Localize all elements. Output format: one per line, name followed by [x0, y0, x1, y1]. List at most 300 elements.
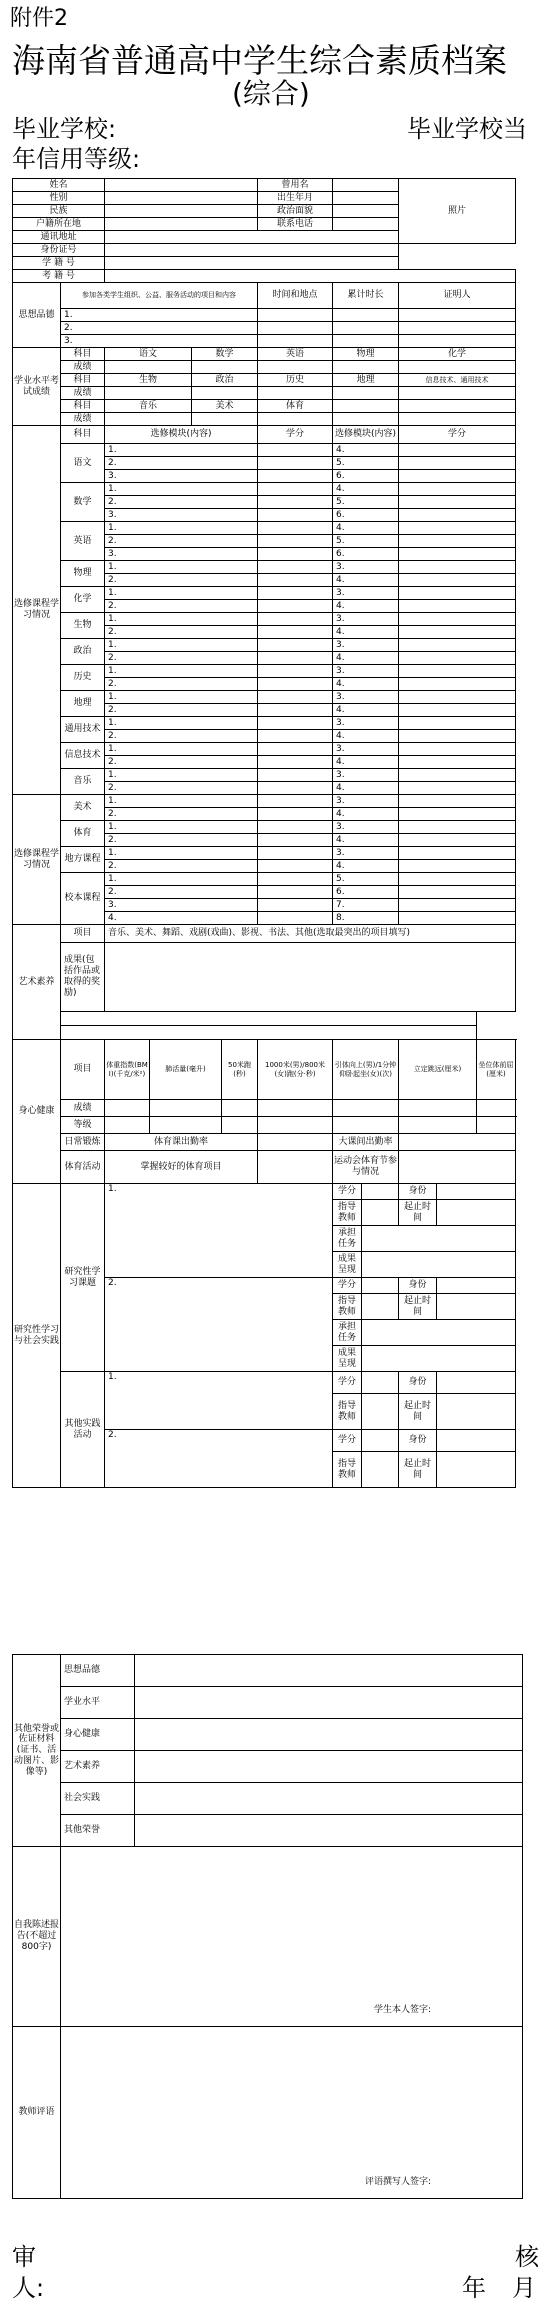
moral-cell[interactable]	[399, 335, 516, 348]
elective-module[interactable]: 1.	[105, 665, 258, 678]
elective-credit[interactable]	[258, 444, 333, 457]
elective-credit[interactable]	[258, 483, 333, 496]
footer-person-left: 人:	[12, 2274, 45, 2302]
research-period-label: 起止时间	[399, 1200, 437, 1226]
elective-module[interactable]: 6.	[333, 886, 399, 899]
elective-credit[interactable]	[258, 912, 333, 925]
elective-credit[interactable]	[258, 665, 333, 678]
elective-credit[interactable]	[258, 743, 333, 756]
research-credit-label: 学分	[333, 1278, 362, 1294]
elective-credit[interactable]	[258, 704, 333, 717]
address-field[interactable]	[105, 231, 399, 244]
birth-field[interactable]	[333, 192, 399, 205]
research-task-field[interactable]	[362, 1226, 516, 1252]
elective-credit[interactable]	[399, 678, 516, 691]
school-right-label: 毕业学校当	[407, 115, 527, 143]
health-break-field[interactable]	[399, 1134, 516, 1151]
elective-subject: 数学	[61, 483, 105, 522]
elective-credit[interactable]	[399, 535, 516, 548]
academic-score[interactable]	[333, 361, 399, 374]
elective-credit[interactable]	[258, 678, 333, 691]
elective-module[interactable]: 4.	[333, 834, 399, 847]
research-teacher-field[interactable]	[362, 1452, 399, 1488]
elective-credit[interactable]	[399, 756, 516, 769]
academic-score-label: 成绩	[61, 413, 105, 426]
research-teacher-field[interactable]	[362, 1200, 399, 1226]
elective-module[interactable]: 2.	[105, 496, 258, 509]
academic-score[interactable]	[258, 387, 333, 400]
elective-credit[interactable]	[399, 509, 516, 522]
academic-subject: 音乐	[105, 400, 192, 413]
health-cell[interactable]	[222, 1100, 258, 1117]
academic-subject: 体育	[258, 400, 333, 413]
research-credit-field[interactable]	[362, 1430, 399, 1452]
research-teacher-field[interactable]	[362, 1394, 399, 1430]
elective-credit[interactable]	[399, 717, 516, 730]
elective-credit[interactable]	[258, 899, 333, 912]
elective-module[interactable]: 1.	[105, 587, 258, 600]
elective-module[interactable]: 3.	[333, 587, 399, 600]
health-mastered-label: 掌握较好的体育项目	[105, 1151, 258, 1184]
moral-cell[interactable]	[258, 322, 333, 335]
elective-module[interactable]: 3.	[333, 691, 399, 704]
elective-credit[interactable]	[258, 847, 333, 860]
elective-module[interactable]: 1.	[105, 561, 258, 574]
elective-module[interactable]: 3.	[333, 613, 399, 626]
elective-module[interactable]: 4.	[333, 756, 399, 769]
elective-credit[interactable]	[399, 522, 516, 535]
health-mastered-field[interactable]	[258, 1151, 333, 1184]
elective-module[interactable]: 2.	[105, 626, 258, 639]
academic-score[interactable]	[192, 413, 258, 426]
honors-field[interactable]	[135, 1783, 523, 1815]
research-identity-field[interactable]	[437, 1278, 516, 1294]
elective-module[interactable]: 2.	[105, 535, 258, 548]
research-teacher-label: 指导教师	[333, 1394, 362, 1430]
elective-credit[interactable]	[399, 691, 516, 704]
elective-module[interactable]: 2.	[105, 600, 258, 613]
elective-credit[interactable]	[399, 561, 516, 574]
credit-label: 年信用等级:	[12, 145, 141, 173]
elective-module[interactable]: 3.	[105, 470, 258, 483]
academic-subject: 数学	[192, 348, 258, 361]
elective-credit[interactable]	[399, 600, 516, 613]
health-attendance-label: 体育课出勤率	[105, 1134, 258, 1151]
research-identity-field[interactable]	[437, 1430, 516, 1452]
elective-module[interactable]: 3.	[333, 743, 399, 756]
moral-cell[interactable]	[333, 322, 399, 335]
elective-module[interactable]: 1.	[105, 444, 258, 457]
elective-credit[interactable]	[258, 782, 333, 795]
elective-module[interactable]: 4.	[333, 483, 399, 496]
exam-no-field[interactable]	[105, 270, 516, 283]
research-period-field[interactable]	[437, 1200, 516, 1226]
elective-module[interactable]: 6.	[333, 470, 399, 483]
elective-credit[interactable]	[399, 847, 516, 860]
political-label: 政治面貌	[258, 205, 333, 218]
research-item[interactable]: 1.	[105, 1372, 333, 1430]
research-period-label: 起止时间	[399, 1294, 437, 1320]
elective-credit[interactable]	[258, 730, 333, 743]
elective-subject: 化学	[61, 587, 105, 613]
academic-score[interactable]	[399, 413, 516, 426]
elective-module[interactable]: 4.	[333, 678, 399, 691]
exam-no-label: 考 籍 号	[13, 270, 105, 283]
elective-module[interactable]: 2.	[105, 886, 258, 899]
elective-module[interactable]: 4.	[105, 912, 258, 925]
elective-credit[interactable]	[399, 626, 516, 639]
elective-credit[interactable]	[258, 548, 333, 561]
academic-score[interactable]	[399, 387, 516, 400]
student-no-field[interactable]	[105, 257, 399, 270]
research-teacher-label: 指导教师	[333, 1452, 362, 1488]
elective-credit[interactable]	[399, 613, 516, 626]
research-period-field[interactable]	[437, 1394, 516, 1430]
health-cell[interactable]	[150, 1100, 222, 1117]
elective-subject: 美术	[61, 795, 105, 821]
moral-cell[interactable]	[333, 309, 399, 322]
elective-credit[interactable]	[258, 860, 333, 873]
research-period-field[interactable]	[437, 1452, 516, 1488]
academic-score[interactable]	[105, 361, 192, 374]
phone-field[interactable]	[333, 218, 399, 231]
elective-module[interactable]: 2.	[105, 730, 258, 743]
research-identity-field[interactable]	[437, 1372, 516, 1394]
elective-credit[interactable]	[399, 483, 516, 496]
research-credit-label: 学分	[333, 1430, 362, 1452]
elective-module[interactable]: 1.	[105, 483, 258, 496]
elective-credit[interactable]	[258, 587, 333, 600]
research-section-label: 研究性学习与社会实践	[13, 1184, 61, 1488]
moral-witness: 证明人	[399, 283, 516, 309]
academic-score[interactable]	[399, 361, 516, 374]
elective-credit[interactable]	[258, 626, 333, 639]
elective-module[interactable]: 3.	[333, 717, 399, 730]
gender-label: 性别	[13, 192, 105, 205]
elective-module[interactable]: 5.	[333, 496, 399, 509]
moral-row[interactable]: 2.	[61, 322, 258, 335]
elective-module[interactable]: 4.	[333, 444, 399, 457]
elective-credit[interactable]	[258, 613, 333, 626]
elective-module[interactable]: 4.	[333, 626, 399, 639]
elective-credit[interactable]	[399, 912, 516, 925]
elective-credit[interactable]	[258, 821, 333, 834]
page-title: 海南省普通高中学生综合素质档案	[12, 41, 507, 80]
health-cell[interactable]	[399, 1117, 477, 1134]
research-identity-field[interactable]	[437, 1184, 516, 1200]
art-item-desc: 音乐、美术、舞蹈、戏剧(戏曲)、影视、书法、其他(选取最突出的项目填写)	[105, 925, 516, 943]
elective-credit[interactable]	[258, 574, 333, 587]
honors-field[interactable]	[135, 1815, 523, 1847]
health-cell[interactable]	[105, 1117, 150, 1134]
honors-item: 身心健康	[61, 1719, 135, 1751]
elective-module[interactable]: 3.	[333, 847, 399, 860]
elective-credit[interactable]	[258, 652, 333, 665]
health-cell[interactable]	[477, 1100, 516, 1117]
elective-module[interactable]: 2.	[105, 574, 258, 587]
elective-module[interactable]: 4.	[333, 600, 399, 613]
honors-table	[12, 1654, 523, 2199]
photo-box[interactable]: 照片	[399, 179, 516, 244]
honors-field[interactable]	[135, 1719, 523, 1751]
elective-credit[interactable]	[258, 691, 333, 704]
elective-module[interactable]: 4.	[333, 782, 399, 795]
elective-credit[interactable]	[399, 470, 516, 483]
academic-subject	[399, 400, 516, 413]
elective-credit[interactable]	[399, 639, 516, 652]
elective-module[interactable]: 8.	[333, 912, 399, 925]
elective-credit[interactable]	[399, 496, 516, 509]
health-meet-field[interactable]	[399, 1151, 516, 1184]
health-cell[interactable]	[333, 1100, 399, 1117]
elective-module[interactable]: 1.	[105, 717, 258, 730]
id-field[interactable]	[105, 244, 399, 257]
academic-section-label: 学业水平考试成绩	[13, 348, 61, 426]
elective-credit[interactable]	[399, 886, 516, 899]
health-item: 体重指数(BMI)(千克/米²)	[105, 1040, 150, 1100]
elective-module[interactable]: 1.	[105, 522, 258, 535]
academic-score[interactable]	[333, 387, 399, 400]
elective-module[interactable]: 1.	[105, 795, 258, 808]
elective-credit[interactable]	[399, 444, 516, 457]
academic-score[interactable]	[258, 361, 333, 374]
elective-module[interactable]: 4.	[333, 808, 399, 821]
research-task-field[interactable]	[362, 1320, 516, 1346]
academic-subject: 信息技术、通用技术	[399, 374, 516, 387]
academic-score[interactable]	[105, 387, 192, 400]
elective-credit[interactable]	[399, 587, 516, 600]
elective-credit[interactable]	[258, 873, 333, 886]
research-result-field[interactable]	[362, 1346, 516, 1372]
elective-credit[interactable]	[258, 886, 333, 899]
elective-module[interactable]: 2.	[105, 652, 258, 665]
elective-module[interactable]: 1.	[105, 743, 258, 756]
health-grade-label: 等级	[61, 1117, 105, 1134]
academic-score[interactable]	[192, 361, 258, 374]
health-attendance-field[interactable]	[258, 1134, 333, 1151]
health-cell[interactable]	[150, 1117, 222, 1134]
self-report-field[interactable]	[61, 1847, 523, 2027]
elective-credit[interactable]	[258, 756, 333, 769]
elective-credit[interactable]	[258, 509, 333, 522]
elective-module[interactable]: 3.	[333, 665, 399, 678]
academic-score[interactable]	[258, 413, 333, 426]
elective-module[interactable]: 4.	[333, 860, 399, 873]
elective-module[interactable]: 5.	[333, 535, 399, 548]
elective-module[interactable]: 5.	[333, 873, 399, 886]
elective-module[interactable]: 2.	[105, 834, 258, 847]
art-row[interactable]	[61, 1026, 477, 1040]
honors-field[interactable]	[135, 1751, 523, 1783]
elective-module[interactable]: 2.	[105, 457, 258, 470]
research-period-label: 起止时间	[399, 1452, 437, 1488]
elective-credit[interactable]	[258, 808, 333, 821]
gender-field[interactable]	[105, 192, 258, 205]
health-cell[interactable]	[399, 1100, 477, 1117]
elective-module[interactable]: 5.	[333, 457, 399, 470]
health-section-label: 身心健康	[13, 1040, 61, 1184]
research-credit-label: 学分	[333, 1372, 362, 1394]
elective-module[interactable]: 2.	[105, 756, 258, 769]
elective-credit[interactable]	[399, 665, 516, 678]
elective-credit[interactable]	[258, 496, 333, 509]
political-field[interactable]	[333, 205, 399, 218]
former-name-field[interactable]	[333, 179, 399, 192]
elective-credit[interactable]	[399, 574, 516, 587]
art-row[interactable]	[61, 1012, 477, 1026]
elective-module[interactable]: 3.	[333, 769, 399, 782]
elective-subject: 物理	[61, 561, 105, 587]
moral-row[interactable]: 3.	[61, 335, 258, 348]
elective-module[interactable]: 4.	[333, 704, 399, 717]
academic-score[interactable]	[105, 413, 192, 426]
elective-credit[interactable]	[258, 717, 333, 730]
honors-item: 社会实践	[61, 1783, 135, 1815]
elective-module[interactable]: 3.	[333, 821, 399, 834]
honors-field[interactable]	[135, 1655, 523, 1687]
research-period-field[interactable]	[437, 1294, 516, 1320]
honors-section-label: 其他荣誉或佐证材料(证书、活动图片、影像等)	[13, 1655, 61, 1847]
research-credit-field[interactable]	[362, 1372, 399, 1394]
moral-cell[interactable]	[258, 309, 333, 322]
research-block-label: 其他实践活动	[61, 1372, 105, 1488]
elective-credit[interactable]	[399, 873, 516, 886]
moral-cell[interactable]	[399, 309, 516, 322]
academic-subject: 英语	[258, 348, 333, 361]
health-cell[interactable]	[258, 1117, 333, 1134]
health-cell[interactable]	[105, 1100, 150, 1117]
academic-score[interactable]	[192, 387, 258, 400]
elective-module[interactable]: 2.	[105, 678, 258, 691]
footer-review-right: 核	[515, 2243, 539, 2271]
health-cell[interactable]	[222, 1117, 258, 1134]
id-label: 身份证号	[13, 244, 105, 257]
elective-module[interactable]: 1.	[105, 769, 258, 782]
elective-credit[interactable]	[399, 782, 516, 795]
research-item[interactable]: 2.	[105, 1430, 333, 1488]
elective-credit[interactable]	[258, 522, 333, 535]
elective-credit[interactable]	[399, 899, 516, 912]
elective-module[interactable]: 1.	[105, 613, 258, 626]
elective-credit[interactable]	[258, 600, 333, 613]
health-cell[interactable]	[477, 1117, 516, 1134]
moral-row[interactable]: 1.	[61, 309, 258, 322]
ethnicity-field[interactable]	[105, 205, 258, 218]
research-item[interactable]: 2.	[105, 1278, 333, 1372]
elective-module[interactable]: 1.	[105, 821, 258, 834]
elective-credit[interactable]	[258, 769, 333, 782]
elective-credit[interactable]	[258, 639, 333, 652]
honors-field[interactable]	[135, 1687, 523, 1719]
hukou-field[interactable]	[105, 218, 258, 231]
academic-subject: 历史	[258, 374, 333, 387]
elective-credit[interactable]	[258, 457, 333, 470]
academic-score[interactable]	[333, 413, 399, 426]
research-result-label: 成果呈现	[333, 1252, 362, 1278]
elective-module[interactable]: 2.	[105, 782, 258, 795]
footer-review-left: 审	[12, 2243, 36, 2271]
research-item[interactable]: 1.	[105, 1184, 333, 1278]
elective-credit[interactable]	[258, 470, 333, 483]
elective-module[interactable]: 3.	[333, 561, 399, 574]
elective-credit[interactable]	[258, 834, 333, 847]
elective-module[interactable]: 4.	[333, 730, 399, 743]
teacher-signature-label: 评语撰写人签字:	[364, 2177, 431, 2188]
elective-module[interactable]: 3.	[105, 899, 258, 912]
student-no-label: 学 籍 号	[13, 257, 105, 270]
elective-module[interactable]: 7.	[333, 899, 399, 912]
health-cell[interactable]	[258, 1100, 333, 1117]
health-item: 坐位体前屈(厘米)	[477, 1040, 516, 1100]
elective-credit-label: 学分	[258, 426, 333, 444]
school-label: 毕业学校:	[12, 115, 117, 143]
elective-subject: 地理	[61, 691, 105, 717]
academic-subject: 美术	[192, 400, 258, 413]
moral-cell[interactable]	[258, 335, 333, 348]
research-credit-field[interactable]	[362, 1278, 399, 1294]
elective-credit[interactable]	[399, 808, 516, 821]
elective-credit[interactable]	[399, 652, 516, 665]
elective-credit[interactable]	[399, 795, 516, 808]
elective-module[interactable]: 3.	[105, 509, 258, 522]
elective-credit[interactable]	[258, 795, 333, 808]
research-teacher-label: 指导教师	[333, 1200, 362, 1226]
moral-cell[interactable]	[333, 335, 399, 348]
academic-subject-label: 科目	[61, 374, 105, 387]
elective-credit[interactable]	[399, 860, 516, 873]
elective-module[interactable]: 6.	[333, 548, 399, 561]
research-identity-label: 身份	[399, 1278, 437, 1294]
elective-module[interactable]: 3.	[333, 639, 399, 652]
elective-credit[interactable]	[399, 730, 516, 743]
elective-credit[interactable]	[399, 834, 516, 847]
elective-module[interactable]: 1.	[105, 639, 258, 652]
elective-subject: 政治	[61, 639, 105, 665]
moral-cell[interactable]	[399, 322, 516, 335]
academic-subject: 语文	[105, 348, 192, 361]
elective-module[interactable]: 4.	[333, 652, 399, 665]
research-credit-field[interactable]	[362, 1184, 399, 1200]
elective-credit[interactable]	[399, 704, 516, 717]
elective-module[interactable]: 2.	[105, 808, 258, 821]
elective-module[interactable]: 2.	[105, 704, 258, 717]
elective-credit[interactable]	[258, 561, 333, 574]
elective-module[interactable]: 6.	[333, 509, 399, 522]
elective-module[interactable]: 1.	[105, 691, 258, 704]
elective-module[interactable]: 4.	[333, 574, 399, 587]
teacher-eval-field[interactable]	[61, 2027, 523, 2199]
academic-score-label: 成绩	[61, 361, 105, 374]
elective-module[interactable]: 1.	[105, 847, 258, 860]
elective-module[interactable]: 4.	[333, 522, 399, 535]
research-result-field[interactable]	[362, 1252, 516, 1278]
elective-credit[interactable]	[399, 457, 516, 470]
elective-module[interactable]: 1.	[105, 873, 258, 886]
elective-module[interactable]: 2.	[105, 860, 258, 873]
elective-credit[interactable]	[399, 548, 516, 561]
health-cell[interactable]	[333, 1117, 399, 1134]
elective-module[interactable]: 3.	[105, 548, 258, 561]
elective-module[interactable]: 3.	[333, 795, 399, 808]
elective-credit[interactable]	[399, 769, 516, 782]
art-result-field[interactable]	[105, 943, 516, 1012]
name-field[interactable]	[105, 179, 258, 192]
moral-activity-header: 参加各类学生组织、公益、服务活动的项目和内容	[61, 283, 258, 309]
elective-credit[interactable]	[258, 535, 333, 548]
elective-credit[interactable]	[399, 821, 516, 834]
elective-credit[interactable]	[399, 743, 516, 756]
research-teacher-field[interactable]	[362, 1294, 399, 1320]
